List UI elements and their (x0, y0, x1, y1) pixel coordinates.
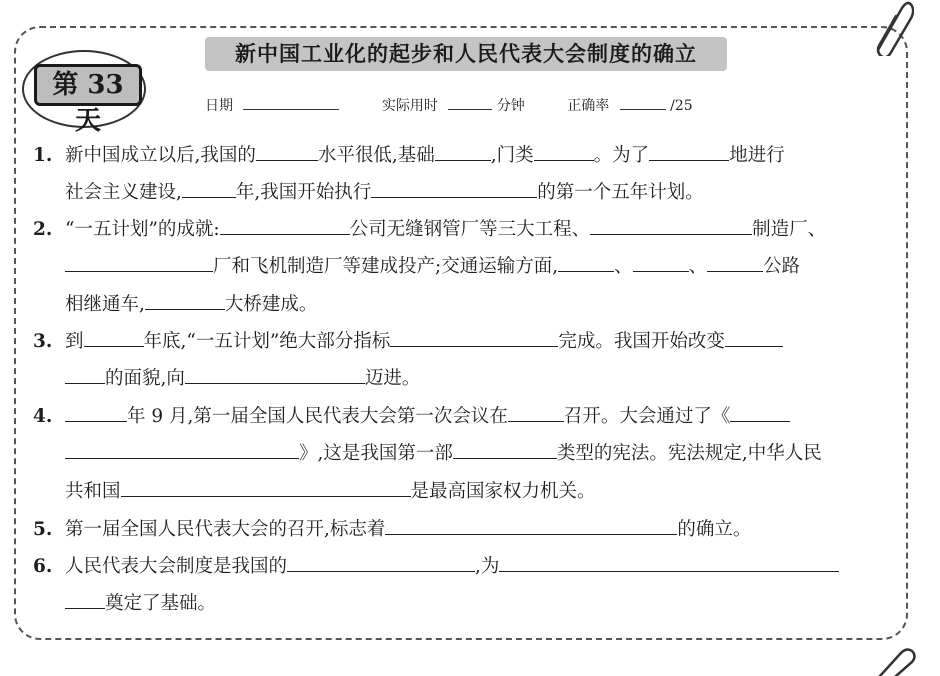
question-line (33, 174, 893, 211)
question-line (33, 211, 893, 248)
question-line (33, 511, 893, 548)
question-text: 制造厂、 (752, 219, 827, 240)
answer-blank[interactable] (185, 369, 365, 384)
accuracy-field[interactable] (620, 95, 666, 110)
question-number: 6. (33, 556, 53, 577)
question-text: 第一届全国人民代表大会的召开,标志着 (65, 519, 386, 540)
question-text: 社会主义建设, (65, 182, 182, 204)
answer-blank[interactable] (121, 482, 411, 497)
question-text: 公司无缝钢管厂等三大工程、 (349, 219, 591, 240)
question-text: 迈进。 (364, 368, 421, 390)
paper-clip-icon (872, 648, 922, 676)
question-1 (33, 137, 893, 212)
answer-blank[interactable] (385, 520, 677, 535)
date-field[interactable] (243, 95, 339, 110)
question-line (33, 398, 893, 435)
question-text: “一五计划”的成就: (65, 219, 220, 240)
question-text: 奠定了基础。 (105, 593, 217, 615)
time-label: 实际用时 (381, 98, 438, 114)
question-line (33, 137, 893, 174)
question-text: 是最高国家权力机关。 (410, 480, 596, 502)
question-text: 类型的宪法。宪法规定,中华人民 (556, 443, 822, 465)
time-unit: 分钟 (496, 98, 525, 114)
question-text: 召开。大会通过了《 (563, 406, 731, 427)
info-row (205, 95, 693, 117)
date-label: 日期 (205, 98, 233, 114)
answer-blank[interactable] (84, 332, 144, 347)
question-text: 大桥建成。 (224, 293, 318, 315)
answer-blank[interactable] (390, 332, 558, 347)
answer-blank[interactable] (435, 146, 491, 161)
question-text: ,为 (475, 556, 500, 577)
question-text: ,门类 (490, 145, 534, 166)
question-line (33, 286, 893, 323)
question-text: 年 9 月,第一届全国人民代表大会第一次会议在 (127, 406, 508, 427)
question-text: 人民代表大会制度是我国的 (65, 556, 288, 577)
answer-blank[interactable] (256, 146, 318, 161)
answer-blank[interactable] (287, 557, 475, 572)
question-text: 新中国成立以后,我国的 (65, 145, 256, 166)
question-5 (33, 511, 893, 548)
question-line (33, 360, 893, 397)
answer-blank[interactable] (65, 369, 105, 384)
question-text: 厂和飞机制造厂等建成投产;交通运输方面, (213, 256, 559, 278)
answer-blank[interactable] (499, 557, 839, 572)
page-title: 新中国工业化的起步和人民代表大会制度的确立 (235, 42, 697, 66)
question-text: 到 (65, 331, 84, 352)
question-text: 水平很低,基础 (317, 145, 435, 166)
paper-clip-icon (864, 0, 914, 56)
question-line (33, 248, 893, 285)
question-3 (33, 323, 893, 398)
question-text: 完成。我国开始改变 (558, 331, 725, 352)
answer-blank[interactable] (707, 257, 763, 272)
question-text: 共和国 (65, 480, 121, 502)
question-text: 。为了 (593, 145, 650, 166)
question-number: 5. (33, 519, 53, 540)
question-line (33, 548, 893, 585)
answer-blank[interactable] (590, 220, 752, 235)
question-text: 、 (614, 256, 633, 278)
question-text: 的确立。 (677, 519, 752, 540)
answer-blank[interactable] (65, 594, 105, 609)
question-text: 》,这是我国第一部 (299, 443, 453, 465)
question-text: 地进行 (729, 145, 785, 166)
answer-blank[interactable] (534, 146, 594, 161)
answer-blank[interactable] (633, 257, 689, 272)
question-6 (33, 548, 893, 623)
question-text: 公路 (763, 256, 801, 278)
answer-blank[interactable] (649, 146, 729, 161)
question-number: 4. (33, 406, 53, 427)
question-line (33, 585, 893, 622)
question-text: 相继通车, (65, 293, 145, 315)
question-number: 1. (33, 145, 53, 166)
answer-blank[interactable] (145, 295, 225, 310)
question-2 (33, 211, 893, 323)
question-text: 的第一个五年计划。 (537, 182, 704, 204)
time-field[interactable] (448, 95, 492, 110)
question-number: 2. (33, 219, 53, 240)
question-text: 、 (688, 256, 708, 278)
answer-blank[interactable] (508, 407, 564, 422)
question-number: 3. (33, 331, 53, 352)
answer-blank[interactable] (730, 407, 790, 422)
answer-blank[interactable] (453, 444, 557, 459)
question-4 (33, 398, 893, 510)
answer-blank[interactable] (65, 444, 299, 459)
accuracy-total: /25 (670, 98, 693, 114)
answer-blank[interactable] (182, 183, 236, 198)
accuracy-label: 正确率 (567, 98, 610, 114)
question-text: 年底,“一五计划”绝大部分指标 (143, 331, 391, 352)
answer-blank[interactable] (65, 407, 127, 422)
answer-blank[interactable] (725, 332, 783, 347)
day-label: 第 33 天 (34, 64, 142, 106)
answer-blank[interactable] (371, 183, 537, 198)
question-line (33, 323, 893, 360)
answer-blank[interactable] (558, 257, 614, 272)
question-line (33, 473, 893, 510)
answer-blank[interactable] (65, 257, 213, 272)
question-text: 的面貌,向 (105, 368, 185, 390)
question-line (33, 435, 893, 472)
answer-blank[interactable] (220, 220, 350, 235)
question-text: 年,我国开始执行 (235, 182, 372, 204)
